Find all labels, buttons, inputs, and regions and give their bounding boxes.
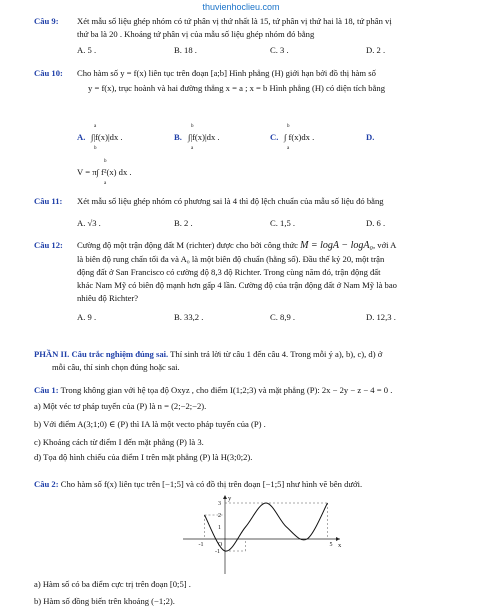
c2-statement-a: a) Hàm số có ba điểm cực trị trên đoạn [0;5] . bbox=[34, 579, 191, 589]
q12-label: Câu 12: bbox=[34, 240, 63, 250]
part2-title: PHẦN II. Câu trắc nghiệm đúng sai. bbox=[34, 349, 169, 359]
c1-statement-c: c) Khoảng cách từ điểm I đến mặt phẳng (P) là 3. bbox=[34, 437, 204, 447]
q12-text-line3: động đất ở San Francisco có cường độ 8,3 độ Richter. Trong cùng năm đó, trận động đất bbox=[77, 267, 381, 277]
q10-d-upper-limit: b bbox=[104, 159, 107, 164]
q12-text-line5: nhiêu độ Richter? bbox=[77, 293, 139, 303]
q12-option-d: D. 12,3 . bbox=[366, 312, 396, 322]
q9-option-c: C. 3 . bbox=[270, 45, 289, 55]
y-tick-1: 1 bbox=[218, 525, 221, 531]
q12-text-line4: khác Nam Mỹ có biên độ mạnh hơn gấp 4 lần. Cường độ của trận động đất ở Nam Mỹ là bao bbox=[77, 280, 397, 290]
watermark: thuvienhoclieu.com bbox=[202, 2, 280, 12]
q12-text-line2: là biên độ rung chấn tối đa và A₀ là một biên độ chuẩn (hằng số). Đầu thế kỷ 20, một trận bbox=[77, 254, 385, 264]
q12-option-c: C. 8,9 . bbox=[270, 312, 296, 322]
q10-b-upper-limit: b bbox=[191, 124, 194, 129]
c1-statement-d: d) Tọa độ hình chiếu của điểm I trên mặt phẳng (P) là H(3;0;2). bbox=[34, 452, 253, 462]
x-axis-arrow bbox=[336, 537, 340, 541]
q10-c-upper-limit: b bbox=[287, 124, 290, 129]
c2-label: Câu 2: bbox=[34, 479, 59, 489]
q9-label: Câu 9: bbox=[34, 16, 59, 26]
q10-option-d-label: D. bbox=[366, 132, 375, 142]
c1-statement-b: b) Với điểm A(3;1;0) ∈ (P) thì IA là một vecto pháp tuyến của (P) . bbox=[34, 419, 266, 429]
q9-text-line1: Xét mẫu số liệu ghép nhóm có tứ phân vị thứ nhất là 15, tứ phân vị thứ hai là 18, tứ phân vị bbox=[77, 16, 392, 26]
q10-option-a-label: A. bbox=[77, 132, 86, 142]
q10-option-b-label: B. bbox=[174, 132, 182, 142]
q9-text-line2: thứ ba là 20 . Khoảng tứ phân vị của mẫu số liệu ghép nhóm đó bằng bbox=[77, 29, 315, 39]
c1-label: Câu 1: bbox=[34, 385, 59, 395]
q9-option-d: D. 2 . bbox=[366, 45, 386, 55]
q10-a-upper-limit: a bbox=[94, 124, 97, 129]
q10-b-lower-limit: a bbox=[191, 146, 194, 151]
y-tick-m1: -1 bbox=[215, 549, 220, 555]
q11-option-b: B. 2 . bbox=[174, 218, 193, 228]
x-tick-m1: -1 bbox=[198, 542, 204, 548]
q11-label: Câu 11: bbox=[34, 196, 63, 206]
y-tick-3: 3 bbox=[218, 501, 221, 507]
x-axis-label: x bbox=[338, 542, 342, 549]
c1-statement-a: a) Một véc tơ pháp tuyến của (P) là n = (2;−2;−2). bbox=[34, 401, 207, 411]
part2-heading: PHẦN II. Câu trắc nghiệm đúng sai. Thí sinh trả lời từ câu 1 đến câu 4. Trong mỗi ý a), b), c), d) ở bbox=[34, 349, 383, 359]
q12-option-b: B. 33,2 . bbox=[174, 312, 204, 322]
q10-option-c-label: C. bbox=[270, 132, 279, 142]
q10-option-d-expr: V = π∫ f²(x) dx . bbox=[77, 167, 132, 177]
q10-option-b-expr: ∫|f(x)|dx . bbox=[188, 132, 220, 142]
q10-text-line2: y = f(x), trục hoành và hai đường thẳng x = a ; x = b Hình phẳng (H) có diện tích bằng bbox=[88, 83, 386, 93]
q10-option-c-expr: ∫ f(x)dx . bbox=[284, 132, 315, 142]
c2-statement-b: b) Hàm số đồng biến trên khoảng (−1;2). bbox=[34, 596, 175, 606]
y-tick-2: 2 bbox=[218, 513, 221, 519]
q11-option-a: A. √3 . bbox=[77, 218, 101, 228]
q12-formula: M = logA − logA₀ bbox=[300, 240, 373, 251]
q10-c-lower-limit: a bbox=[287, 146, 290, 151]
q12-option-a: A. 9 . bbox=[77, 312, 97, 322]
q12-text-line1: Cường độ một trận động đất M (richter) được cho bởi công thức M = logA − logA₀, với A bbox=[77, 240, 397, 251]
c2-line: Câu 2: Cho hàm số f(x) liên tục trên [−1;5] và có đồ thị trên đoạn [−1;5] như hình vẽ bên dưới. bbox=[34, 479, 363, 489]
c1-line: Câu 1: Trong không gian với hệ tọa độ Oxyz , cho điểm I(1;2;3) và mặt phẳng (P): 2x − 2y − z − 4 = 0 . bbox=[34, 385, 393, 395]
y-axis-label: y bbox=[228, 495, 232, 502]
q10-text-line1: Cho hàm số y = f(x) liên tục trên đoạn [a;b] Hình phẳng (H) giới hạn bởi đồ thị hàm số bbox=[77, 68, 376, 78]
q9-option-b: B. 18 . bbox=[174, 45, 197, 55]
function-curve bbox=[205, 503, 328, 551]
q10-label: Câu 10: bbox=[34, 68, 63, 78]
origin-label: O bbox=[218, 542, 223, 548]
function-graph bbox=[175, 492, 345, 578]
q10-a-lower-limit: b bbox=[94, 146, 97, 151]
q10-option-a-expr: ∫|f(x)|dx . bbox=[91, 132, 123, 142]
q11-option-c: C. 1,5 . bbox=[270, 218, 296, 228]
q11-text: Xét mẫu số liệu ghép nhóm có phương sai là 4 thì độ lệch chuẩn của mẫu số liệu đó bằng bbox=[77, 196, 384, 206]
q10-d-lower-limit: a bbox=[104, 181, 107, 186]
q9-option-a: A. 5 . bbox=[77, 45, 97, 55]
part2-text-line2: mỗi câu, thí sinh chọn đúng hoặc sai. bbox=[52, 362, 180, 372]
y-axis-arrow bbox=[223, 495, 227, 499]
q11-option-d: D. 6 . bbox=[366, 218, 386, 228]
x-tick-5: 5 bbox=[329, 542, 333, 548]
